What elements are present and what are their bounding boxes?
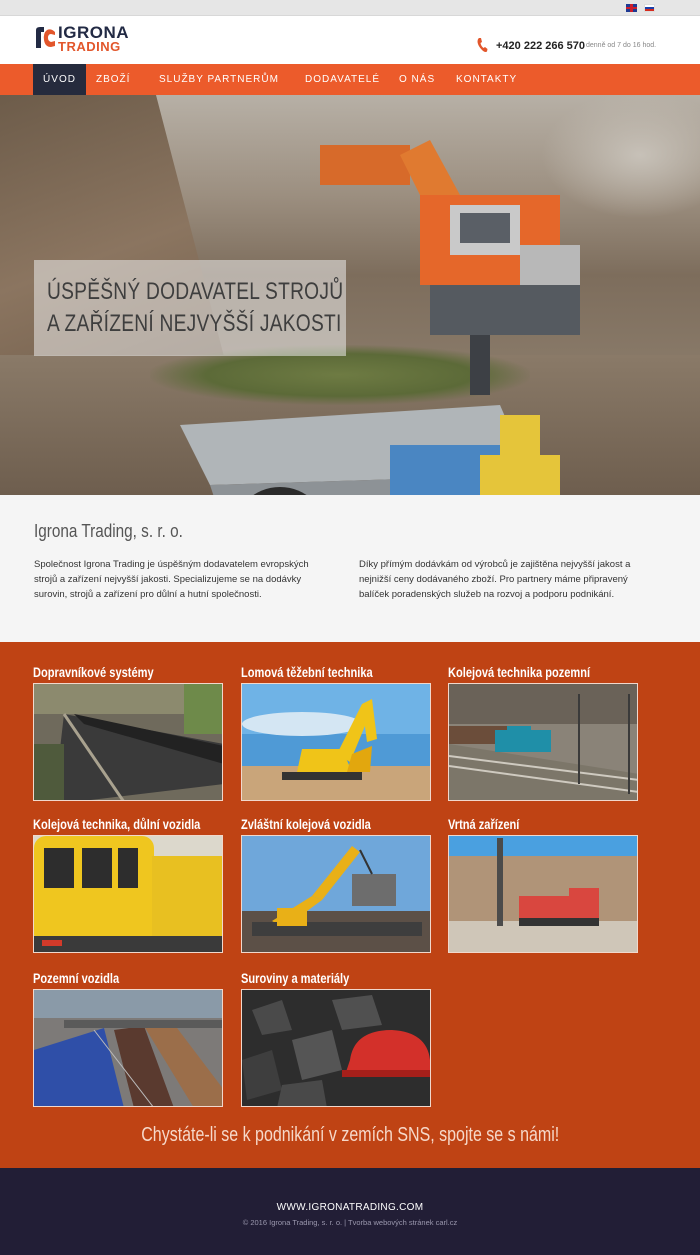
excavator-image [242, 684, 431, 801]
rail-crane-image [242, 836, 431, 953]
category-title-drilling[interactable]: Vrtná zařízení [448, 817, 520, 832]
logo-line1[interactable]: IGRONA [58, 23, 129, 42]
coal-helmet-image [242, 990, 431, 1107]
main-nav [0, 64, 700, 95]
cta-text: Chystáte-li se k podnikání v zemích SNS, spojte se s námi! [141, 1124, 559, 1146]
nav-item-o-nas[interactable]: O NÁS [399, 74, 436, 85]
freight-train-image [34, 990, 223, 1107]
category-image-raw-materials[interactable] [241, 989, 431, 1107]
nav-item-dodavatele[interactable]: DODAVATELÉ [305, 74, 381, 85]
dump-truck-illustration [180, 385, 570, 495]
category-title-raw-materials[interactable]: Suroviny a materiály [241, 971, 350, 986]
hero-caption [34, 260, 346, 356]
category-title-land-vehicles[interactable]: Pozemní vozidla [33, 971, 120, 986]
category-image-quarry[interactable] [241, 683, 431, 801]
phone-number[interactable]: +420 222 266 570 [496, 40, 586, 52]
drill-rig-image [449, 836, 638, 953]
category-image-special-rail[interactable] [241, 835, 431, 953]
category-image-mine-vehicles[interactable] [33, 835, 223, 953]
conveyor-image [34, 684, 223, 801]
logo-line2[interactable]: TRADING [58, 39, 121, 54]
logo-icon[interactable] [34, 26, 56, 50]
about-text-right: Díky přímým dodávkám od výrobců je zajištěna nejvyšší jakost a nejnižší ceny dodávaného zboží. Pro partnery máme připravený balíček poradenských služeb na rozvoj a podporu podnikání. [359, 559, 631, 600]
about-section [0, 495, 700, 642]
nav-item-sluzby[interactable]: SLUŽBY PARTNERŮM [159, 74, 279, 85]
rail-yard-image [449, 684, 638, 801]
nav-item-zbozi[interactable]: ZBOŽÍ [96, 74, 131, 85]
cta-banner [0, 1124, 700, 1147]
office-hours: denně od 7 do 16 hod. [586, 42, 657, 49]
excavator-illustration [320, 135, 590, 405]
phone-icon [476, 37, 488, 53]
mine-locomotive-image [34, 836, 223, 953]
category-title-rail[interactable]: Kolejová technika pozemní [448, 665, 591, 680]
nav-item-uvod[interactable]: ÚVOD [33, 64, 86, 95]
category-image-rail[interactable] [448, 683, 638, 801]
category-title-conveyor[interactable]: Dopravníkové systémy [33, 665, 154, 680]
about-text-left: Společnost Igrona Trading je úspěšným dodavatelem evropských strojů a zařízení nejvyšší jakosti. Specializujeme se na dodávky surovin, strojů a zařízení pro důlní a hutní společnosti. [34, 559, 309, 600]
english-flag-icon[interactable] [626, 4, 637, 12]
categories-section [0, 642, 700, 1168]
footer-copyright: © 2016 Igrona Trading, s. r. o. | Tvorba webových stránek carl.cz [242, 1218, 458, 1227]
category-image-drilling[interactable] [448, 835, 638, 953]
site-header [0, 16, 700, 64]
category-image-land-vehicles[interactable] [33, 989, 223, 1107]
category-title-mine-vehicles[interactable]: Kolejová technika, důlní vozidla [33, 817, 201, 832]
site-footer [0, 1168, 700, 1255]
hero-line2: A ZAŘÍZENÍ NEJVYŠŠÍ JAKOSTI [47, 310, 342, 337]
category-image-conveyor[interactable] [33, 683, 223, 801]
about-title: Igrona Trading, s. r. o. [34, 521, 183, 541]
category-title-quarry[interactable]: Lomová těžební technika [241, 665, 373, 680]
hero-banner [0, 95, 700, 495]
russian-flag-icon[interactable] [644, 4, 655, 12]
language-bar [0, 0, 700, 16]
nav-item-kontakty[interactable]: KONTAKTY [456, 74, 518, 85]
footer-url[interactable]: WWW.IGRONATRADING.COM [276, 1202, 424, 1213]
hero-line1: ÚSPĚŠNÝ DODAVATEL STROJŮ [47, 278, 344, 305]
category-title-special-rail[interactable]: Zvláštní kolejová vozidla [241, 817, 371, 832]
